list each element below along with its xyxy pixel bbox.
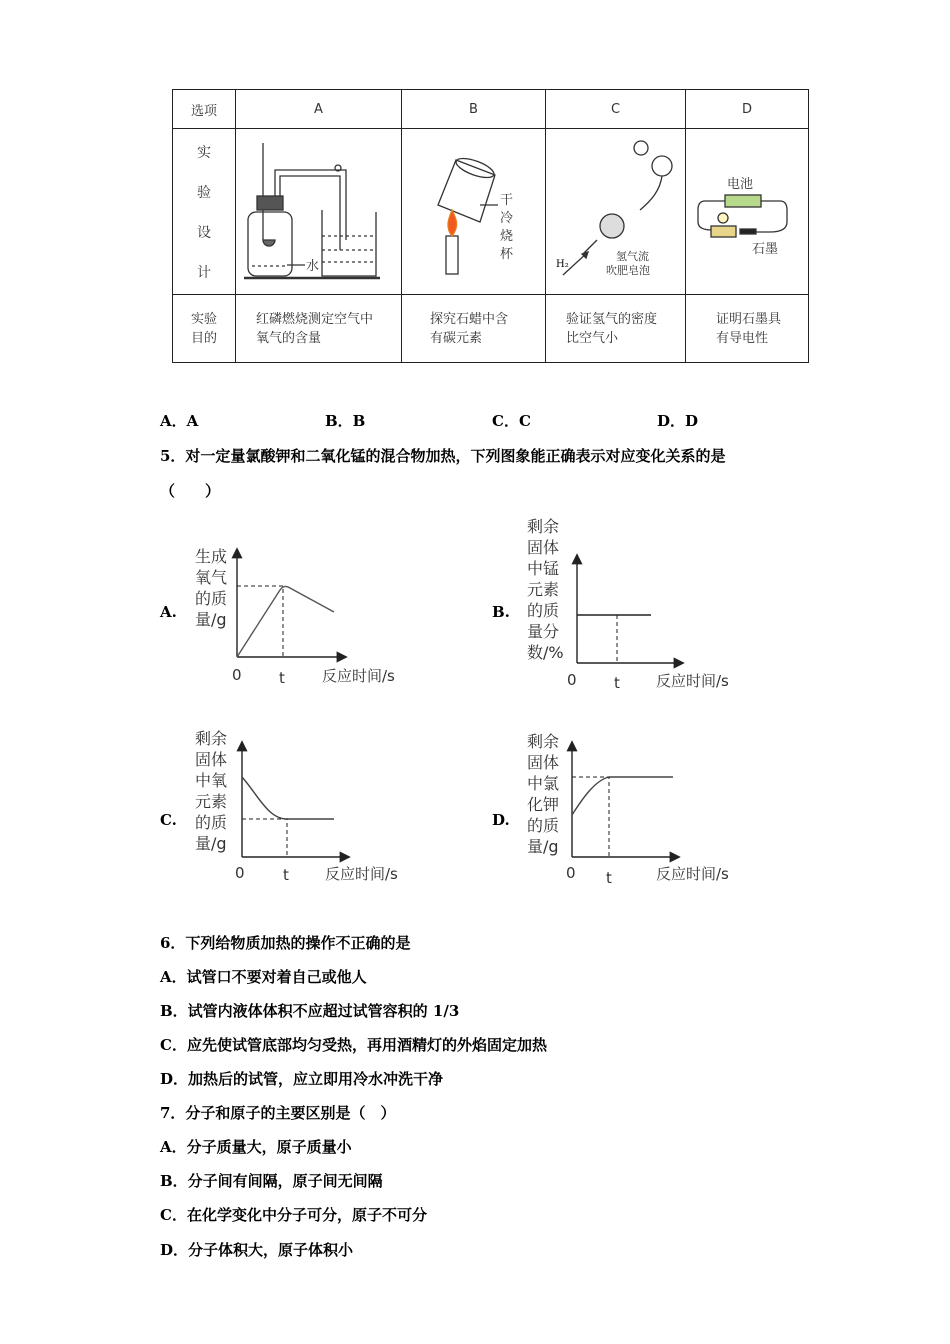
q6-option-a: A．试管口不要对着自己或他人	[160, 968, 367, 986]
graph-d-guide	[572, 777, 609, 857]
label-char: 计	[197, 264, 211, 281]
purpose-c: 验证氢气的密度 比空气小	[546, 295, 686, 363]
graph-c-xlabel: 反应时间/s	[325, 865, 398, 883]
graph-b	[577, 556, 682, 663]
q4-option-a: A．A	[160, 412, 199, 430]
header-cell: A	[236, 90, 402, 129]
q4-option-b: B．B	[325, 412, 366, 430]
graph-d-ylabel: 剩余 固体 中氯 化钾 的质 量/g	[527, 732, 560, 856]
graph-a-origin: 0	[232, 666, 242, 684]
graph-b-letter: B.	[492, 603, 510, 621]
graph-b-xlabel: 反应时间/s	[656, 672, 729, 690]
header-cell: D	[686, 90, 809, 129]
graph-d-curve	[572, 777, 673, 815]
q6-option-c: C．应先使试管底部均匀受热，再用酒精灯的外焰固定加热	[160, 1036, 547, 1054]
purpose-d: 证明石墨具 有导电性	[686, 295, 809, 363]
label-char: 验	[197, 184, 211, 201]
q5-paren: （ ）	[160, 482, 221, 500]
label-char: 设	[197, 224, 211, 241]
purpose-b: 探究石蜡中含 有碳元素	[402, 295, 546, 363]
graph-d	[572, 743, 678, 857]
header-cell: C	[546, 90, 686, 129]
q5-stem: 5．对一定量氯酸钾和二氧化锰的混合物加热，下列图象能正确表示对应变化关系的是	[160, 447, 726, 465]
purpose-a: 红磷燃烧测定空气中 氧气的含量	[236, 295, 402, 363]
q6-option-b: B．试管内液体体积不应超过试管容积的 1/3	[160, 1002, 460, 1020]
water-label: 水	[306, 259, 320, 274]
graph-a-curve	[237, 586, 334, 657]
q4-option-d: D．D	[657, 412, 699, 430]
graph-c	[242, 743, 348, 857]
graph-a	[237, 550, 345, 657]
graph-a-guide	[237, 586, 283, 657]
hydrogen-label: H₂	[556, 259, 569, 270]
q7-option-c: C．在化学变化中分子可分，原子不可分	[160, 1206, 427, 1224]
q7-stem: 7．分子和原子的主要区别是（ ）	[160, 1104, 396, 1122]
graph-c-curve	[242, 777, 334, 819]
q6-stem: 6．下列给物质加热的操作不正确的是	[160, 934, 411, 952]
label-line: 实验	[190, 311, 217, 327]
graph-a-letter: A.	[160, 603, 177, 621]
battery-label: 电池	[727, 177, 754, 192]
graph-c-ylabel: 剩余 固体 中氧 元素 的质 量/g	[195, 729, 228, 853]
graph-c-letter: C.	[160, 811, 177, 829]
q6-option-d: D．加热后的试管，应立即用冷水冲洗干净	[160, 1070, 444, 1088]
graph-a-ylabel: 生成 氧气 的质 量/g	[195, 547, 228, 629]
q7-option-b: B．分子间有间隔，原子间无间隔	[160, 1172, 383, 1190]
design-row	[173, 129, 809, 295]
q7-option-a: A．分子质量大，原子质量小	[160, 1138, 352, 1156]
graph-d-xlabel: 反应时间/s	[656, 865, 729, 883]
purpose-label	[173, 295, 236, 363]
graph-a-xlabel: 反应时间/s	[322, 667, 395, 685]
graph-b-origin: 0	[567, 671, 577, 689]
graphite-label: 石墨	[752, 242, 779, 257]
graph-d-letter: D.	[492, 811, 510, 829]
header-cell: 选项	[173, 90, 236, 129]
graph-c-origin: 0	[235, 864, 245, 882]
graph-a-t: t	[279, 669, 285, 687]
design-label	[173, 142, 235, 282]
graph-b-ylabel: 剩余 固体 中锰 元素 的质 量分 数/%	[527, 517, 564, 662]
graph-d-t: t	[606, 869, 612, 887]
label-char: 实	[197, 144, 211, 161]
q7-option-d: D．分子体积大，原子体积小	[160, 1241, 354, 1259]
hydrogen-caption: 氢气流 吹肥皂泡	[606, 250, 650, 277]
cold-cup-label: 干 冷 烧 杯	[500, 193, 514, 262]
header-cell: B	[402, 90, 546, 129]
purpose-row	[173, 295, 809, 363]
graph-c-guide	[242, 819, 287, 857]
label-line: 目的	[190, 330, 217, 346]
graph-d-origin: 0	[566, 864, 576, 882]
experiment-table	[172, 89, 809, 363]
graph-c-t: t	[283, 866, 289, 884]
q4-option-c: C．C	[492, 412, 531, 430]
table-header-row	[173, 90, 809, 129]
graph-b-t: t	[614, 674, 620, 692]
